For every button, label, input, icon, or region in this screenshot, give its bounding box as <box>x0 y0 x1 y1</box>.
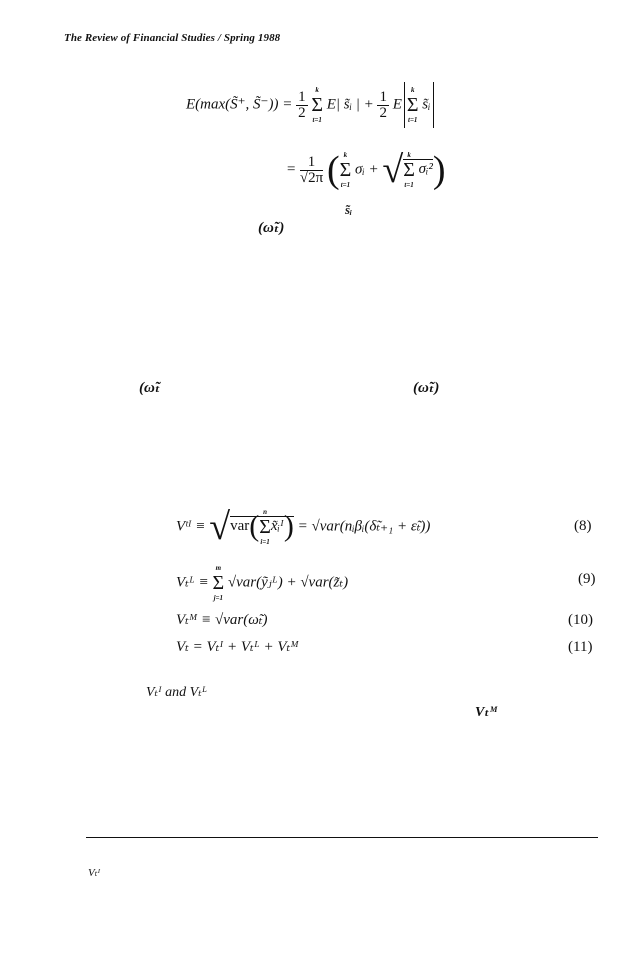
equation-11 <box>176 637 299 656</box>
eq-exp-sum <box>311 85 323 125</box>
sqrt-radical-icon: √ <box>209 506 231 548</box>
eq-exp-half-b-num: 1 <box>379 88 387 105</box>
footnote-divider <box>86 837 598 838</box>
paren-close: ) <box>432 149 446 191</box>
eq9-sum <box>212 563 224 603</box>
eq-exp-sum-lower: t=1 <box>312 116 322 124</box>
eq-exp2-sum-sq-upper: k <box>407 151 411 159</box>
eq9-lhs: Vₜᴸ ≡ <box>176 574 209 591</box>
eq-exp-half-b-den: 2 <box>379 104 387 121</box>
eq11-lhs: Vₜ = <box>176 639 203 655</box>
eq9-sum-lower: j=1 <box>213 594 224 602</box>
eq-exp2-frac-den: √2π <box>299 169 324 186</box>
eq8-sum-upper: n <box>263 508 268 516</box>
eq-exp-half-den: 2 <box>298 104 306 121</box>
paren-close: ) <box>283 510 294 543</box>
abs-bar-right <box>433 82 434 128</box>
eq-exp2-sum <box>340 150 352 190</box>
equation-9 <box>176 563 348 603</box>
eq10-number: (10) <box>568 612 593 628</box>
eq-exp2-sigma-sq-term: σᵢ² <box>418 161 433 178</box>
eq11-term: Vₜᴵ + Vₜᴸ + Vₜᴹ <box>206 639 299 655</box>
eq-exp2-sum-sq <box>403 150 415 190</box>
equation-expectation-2 <box>286 150 446 190</box>
eq-exp-sum-2 <box>407 85 419 125</box>
sum-symbol: Σ <box>339 159 352 181</box>
sum-symbol: Σ <box>406 94 419 116</box>
eq9-number: (9) <box>578 571 596 587</box>
inline-omega-paren-2: (ω̃ₜ) <box>413 380 440 396</box>
eq-exp-lhs: E(max(S̃⁺, S̃⁻)) = <box>186 96 293 113</box>
eq-exp2-sum-sq-lower: t=1 <box>404 181 414 189</box>
sum-symbol: Σ <box>259 516 271 538</box>
eq-exp-term-2-prefix: E <box>392 96 402 113</box>
sum-symbol: Σ <box>403 159 415 181</box>
paren-open: ( <box>249 510 260 543</box>
eq11-number: (11) <box>568 639 593 655</box>
eq10-term: √var(ω̃ₜ) <box>214 612 268 628</box>
eq-exp-sum-2-lower: t=1 <box>408 116 418 124</box>
eq-exp-term-1: E| s̃ᵢ | + <box>326 96 374 113</box>
eq8-number: (8) <box>574 518 592 534</box>
eq8-term: x̃ᵢᴵ <box>270 518 284 535</box>
sum-symbol: Σ <box>311 94 323 116</box>
eq-exp-half-fraction <box>296 90 308 121</box>
eq-exp-term-2-var: s̃ᵢ <box>422 96 431 113</box>
inline-omega-paren-1: (ω̃ₜ) <box>258 220 285 236</box>
sqrt-radical-icon: √ <box>382 149 404 191</box>
eq8-sqrt-body <box>230 508 294 546</box>
inline-vi-and-vl: Vₜᴵ and Vₜᴸ <box>146 685 208 700</box>
equation-expectation <box>186 82 436 128</box>
eq8-sum-lower: i=1 <box>260 538 270 546</box>
eq8-rhs: = √var(nᵢβᵢ(δ̃ₜ₊₁ + ε̃ₜ)) <box>297 518 431 535</box>
inline-vm: Vₜᴹ <box>475 705 498 720</box>
abs-bar-left <box>404 82 405 128</box>
footnote-vi: Vₜᴵ <box>88 867 101 879</box>
eq9-term: √var(ỹⱼᴸ) + √var(z̃ₜ) <box>227 574 349 591</box>
eq-exp2-fraction <box>300 155 323 186</box>
eq-exp-sum-2-upper: k <box>410 86 415 94</box>
eq-exp2-sum-lower: t=1 <box>340 181 351 189</box>
eq-exp2-equals: = <box>286 161 297 178</box>
eq-exp2-sum-upper: k <box>343 151 348 159</box>
sum-symbol: Σ <box>212 572 225 594</box>
equation-8 <box>176 507 430 547</box>
eq-exp-sum-upper: k <box>315 86 319 94</box>
eq10-lhs: Vₜᴹ ≡ <box>176 612 212 628</box>
eq8-sum <box>259 507 271 547</box>
inline-omega-open: (ω̃ₜ <box>139 380 161 396</box>
eq-exp-half-b-fraction <box>377 90 389 121</box>
eq-exp2-sigma-term: σᵢ + <box>354 161 379 178</box>
eq-exp2-sqrt-body <box>403 151 433 189</box>
eq8-lhs: Vᵗᴵ ≡ <box>176 518 206 535</box>
paren-open: ( <box>326 149 340 191</box>
equation-10 <box>176 610 268 629</box>
eq8-var-label: var <box>230 518 250 535</box>
eq-exp2-frac-num: 1 <box>300 155 323 171</box>
inline-s-tilde-i: s̃ᵢ <box>345 202 353 217</box>
running-head: The Review of Financial Studies / Spring 1988 <box>64 32 281 44</box>
eq-exp-half-num: 1 <box>298 88 306 105</box>
eq9-sum-upper: m <box>215 564 222 572</box>
